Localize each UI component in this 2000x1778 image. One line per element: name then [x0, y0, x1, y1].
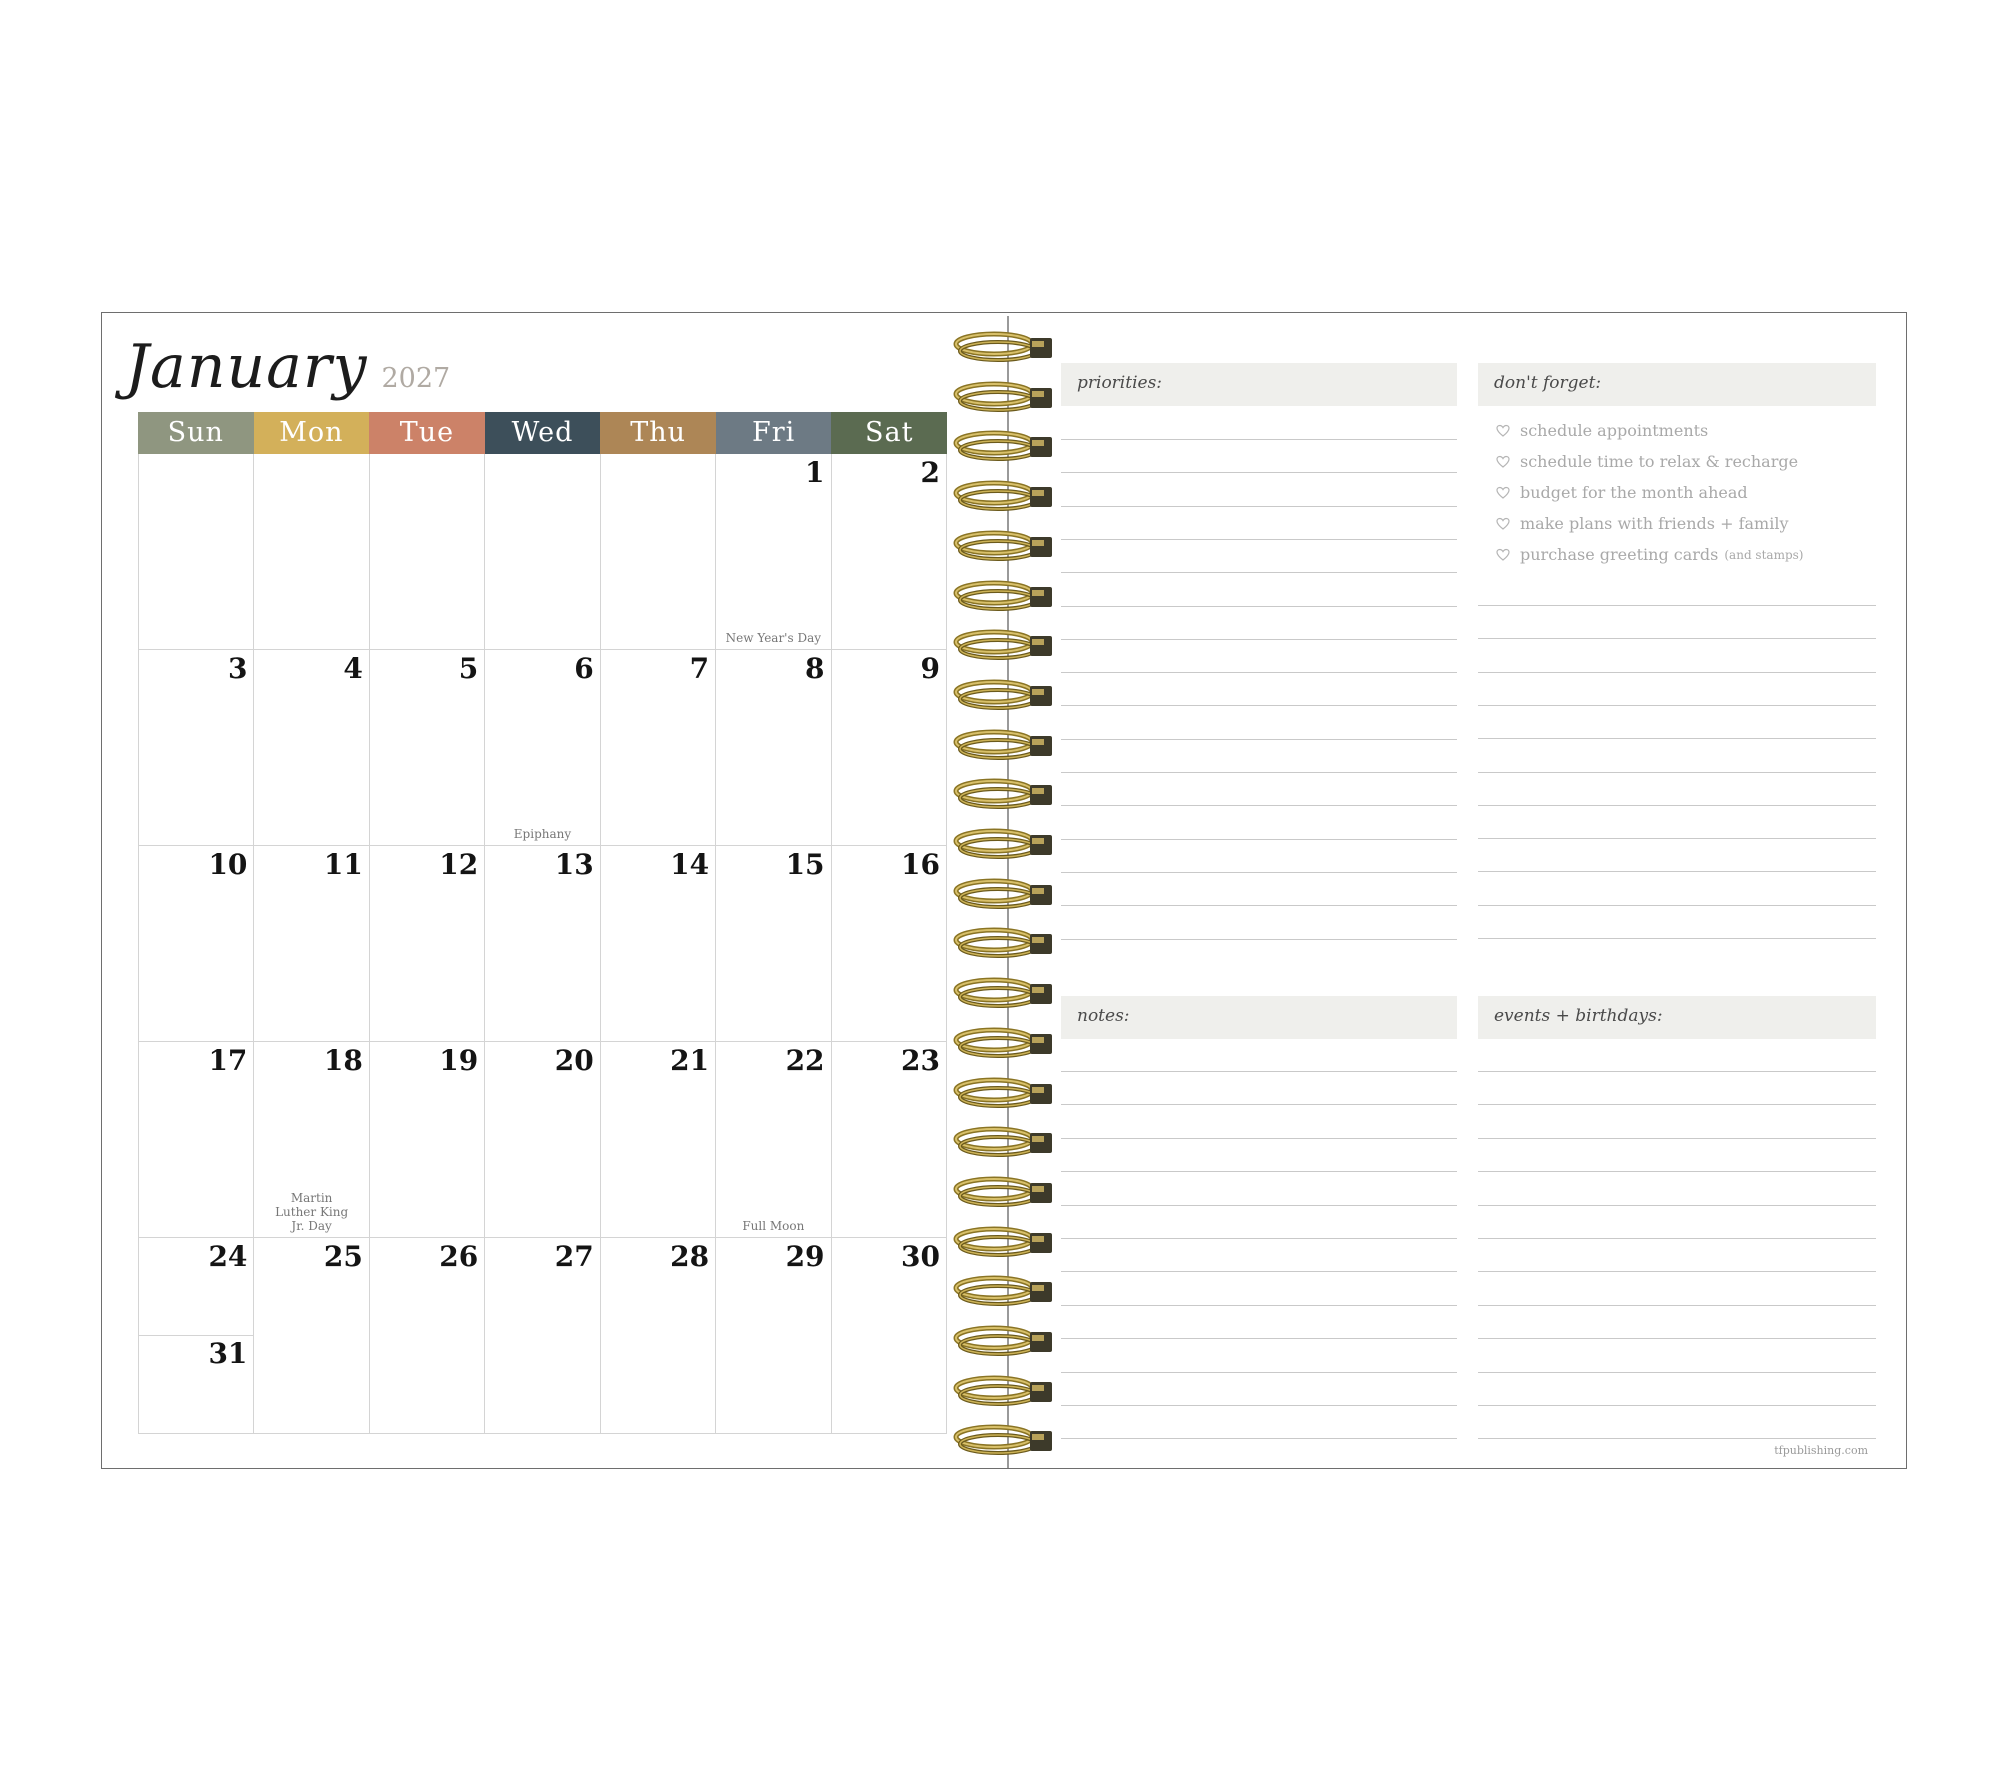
day-cell[interactable] — [139, 454, 254, 650]
ruled-line — [1478, 705, 1876, 706]
checklist-text: schedule time to relax & recharge — [1520, 452, 1799, 471]
day-cell[interactable] — [370, 1042, 485, 1238]
year-label: 2027 — [381, 363, 451, 394]
day-cell[interactable] — [485, 650, 600, 846]
calendar-week — [139, 1042, 947, 1238]
dont-forget-label: don't forget: — [1494, 373, 1602, 393]
ruled-line — [1061, 672, 1457, 673]
day-number: 31 — [208, 1337, 248, 1370]
day-number: 4 — [343, 652, 363, 685]
weekday-wed: Wed — [485, 412, 601, 454]
day-cell[interactable] — [832, 1238, 947, 1434]
day-cell[interactable] — [716, 650, 831, 846]
day-number: 5 — [458, 652, 479, 685]
ruled-line — [1061, 572, 1457, 573]
day-cell[interactable] — [254, 1042, 369, 1238]
spiral-ring — [952, 1026, 1054, 1060]
day-number: 27 — [554, 1240, 594, 1273]
day-number: 14 — [670, 848, 710, 881]
ruled-line — [1061, 905, 1457, 906]
day-number: 8 — [805, 652, 825, 685]
ruled-line — [1478, 805, 1876, 806]
ruled-line — [1061, 1405, 1457, 1406]
spiral-ring — [952, 976, 1054, 1010]
day-cell-bottom[interactable] — [139, 1335, 253, 1433]
priorities-label: priorities: — [1077, 373, 1163, 393]
ruled-line — [1478, 1438, 1876, 1439]
ruled-line — [1061, 1205, 1457, 1206]
weekday-thu: Thu — [600, 412, 716, 454]
day-cell[interactable] — [601, 1238, 716, 1434]
ruled-line — [1478, 772, 1876, 773]
checklist-note: (and stamps) — [1724, 547, 1804, 562]
day-number: 1 — [805, 456, 825, 489]
ruled-line — [1478, 738, 1876, 739]
month-name: January — [125, 332, 368, 402]
spiral-ring — [952, 678, 1054, 712]
day-cell[interactable] — [601, 1042, 716, 1238]
day-number: 10 — [208, 848, 248, 881]
spiral-ring — [952, 827, 1054, 861]
ruled-line — [1478, 638, 1876, 639]
day-number: 12 — [439, 848, 479, 881]
spiral-ring — [952, 330, 1054, 364]
dont-forget-lines[interactable] — [1478, 406, 1876, 946]
day-number: 21 — [670, 1044, 710, 1077]
day-cell[interactable] — [139, 1042, 254, 1238]
ruled-line — [1478, 1205, 1876, 1206]
spiral-ring — [952, 429, 1054, 463]
day-number: 18 — [323, 1044, 363, 1077]
day-cell[interactable] — [254, 1238, 369, 1434]
ruled-line — [1478, 905, 1876, 906]
ruled-line — [1478, 838, 1876, 839]
weekday-sun: Sun — [138, 412, 254, 454]
day-number: 29 — [785, 1240, 825, 1273]
ruled-line — [1061, 1305, 1457, 1306]
calendar-week — [139, 1238, 947, 1434]
ruled-line — [1061, 1238, 1457, 1239]
day-number: 7 — [689, 652, 710, 685]
spiral-ring — [952, 1374, 1054, 1408]
spiral-ring — [952, 777, 1054, 811]
checklist-text: budget for the month ahead — [1520, 483, 1748, 502]
spiral-ring — [952, 1324, 1054, 1358]
spiral-ring — [952, 479, 1054, 513]
day-number: 24 — [208, 1240, 248, 1273]
weekday-sat: Sat — [831, 412, 947, 454]
spiral-ring — [952, 1076, 1054, 1110]
priorities-header — [1061, 363, 1457, 406]
day-cell[interactable] — [601, 454, 716, 650]
day-number: 22 — [785, 1044, 825, 1077]
spiral-ring — [952, 1175, 1054, 1209]
calendar-week — [139, 846, 947, 1042]
ruled-line — [1061, 839, 1457, 840]
day-number: 26 — [439, 1240, 479, 1273]
day-cell[interactable] — [485, 1042, 600, 1238]
ruled-line — [1061, 539, 1457, 540]
ruled-line — [1061, 1104, 1457, 1105]
ruled-line — [1061, 639, 1457, 640]
day-cell[interactable] — [139, 1238, 254, 1434]
ruled-line — [1061, 1372, 1457, 1373]
holiday-label: Martin Luther King Jr. Day — [275, 1191, 349, 1233]
day-cell[interactable] — [139, 650, 254, 846]
priorities-lines[interactable] — [1061, 406, 1457, 946]
day-cell-top[interactable] — [139, 1238, 253, 1336]
day-cell[interactable] — [716, 454, 831, 650]
holiday-label: Full Moon — [742, 1219, 805, 1233]
day-number: 9 — [920, 652, 940, 685]
spiral-ring — [952, 380, 1054, 414]
spiral-ring — [952, 1125, 1054, 1159]
calendar-grid — [138, 454, 947, 1434]
day-number: 17 — [208, 1044, 248, 1077]
holiday-label: New Year's Day — [725, 631, 822, 645]
ruled-line — [1478, 938, 1876, 939]
spiral-ring — [952, 728, 1054, 762]
day-cell[interactable] — [832, 454, 947, 650]
publisher-footer: tfpublishing.com — [1774, 1444, 1868, 1457]
day-number: 13 — [554, 848, 594, 881]
day-cell[interactable] — [832, 846, 947, 1042]
dont-forget-header — [1478, 363, 1876, 406]
day-number: 11 — [323, 848, 363, 881]
ruled-line — [1061, 1438, 1457, 1439]
day-cell[interactable] — [485, 846, 600, 1042]
day-number: 19 — [439, 1044, 479, 1077]
ruled-line — [1061, 805, 1457, 806]
day-cell[interactable] — [139, 846, 254, 1042]
events-lines[interactable] — [1478, 1039, 1876, 1449]
holiday-label: Epiphany — [513, 827, 572, 841]
ruled-line — [1061, 739, 1457, 740]
ruled-line — [1478, 672, 1876, 673]
day-cell[interactable] — [716, 1042, 831, 1238]
checklist-text: purchase greeting cards — [1520, 545, 1719, 564]
spiral-ring — [952, 579, 1054, 613]
day-number: 25 — [323, 1240, 363, 1273]
day-cell[interactable] — [254, 650, 369, 846]
ruled-line — [1478, 1338, 1876, 1339]
ruled-line — [1478, 1138, 1876, 1139]
day-cell[interactable] — [370, 1238, 485, 1434]
day-cell[interactable] — [485, 1238, 600, 1434]
ruled-line — [1478, 1171, 1876, 1172]
ruled-line — [1478, 1238, 1876, 1239]
day-cell[interactable] — [601, 846, 716, 1042]
notes-label: notes: — [1077, 1006, 1130, 1026]
month-title — [125, 332, 450, 402]
month-calendar — [138, 412, 947, 1434]
day-cell[interactable] — [254, 454, 369, 650]
ruled-line — [1061, 606, 1457, 607]
day-number: 2 — [920, 456, 940, 489]
day-cell[interactable] — [716, 1238, 831, 1434]
ruled-line — [1061, 1171, 1457, 1172]
ruled-line — [1478, 1104, 1876, 1105]
day-cell[interactable] — [254, 846, 369, 1042]
ruled-line — [1478, 1071, 1876, 1072]
spiral-ring — [952, 926, 1054, 960]
day-cell[interactable] — [485, 454, 600, 650]
day-cell[interactable] — [601, 650, 716, 846]
ruled-line — [1478, 1305, 1876, 1306]
ruled-line — [1061, 1338, 1457, 1339]
ruled-line — [1061, 1138, 1457, 1139]
day-number: 23 — [900, 1044, 940, 1077]
day-cell[interactable] — [716, 846, 831, 1042]
day-cell[interactable] — [370, 454, 485, 650]
spiral-ring — [952, 1274, 1054, 1308]
spiral-ring — [952, 877, 1054, 911]
ruled-line — [1478, 871, 1876, 872]
spiral-ring — [952, 529, 1054, 563]
notes-header — [1061, 996, 1457, 1039]
checklist-text: schedule appointments — [1520, 421, 1709, 440]
ruled-line — [1061, 705, 1457, 706]
day-number: 15 — [785, 848, 825, 881]
day-cell[interactable] — [832, 1042, 947, 1238]
ruled-line — [1478, 1405, 1876, 1406]
ruled-line — [1478, 1372, 1876, 1373]
spiral-ring — [952, 1225, 1054, 1259]
ruled-line — [1061, 1271, 1457, 1272]
ruled-line — [1061, 939, 1457, 940]
ruled-line — [1061, 772, 1457, 773]
ruled-line — [1061, 472, 1457, 473]
ruled-line — [1478, 605, 1876, 606]
day-number: 30 — [900, 1240, 940, 1273]
notes-lines[interactable] — [1061, 1039, 1457, 1449]
day-number: 20 — [554, 1044, 594, 1077]
weekday-header — [138, 412, 947, 454]
day-cell[interactable] — [370, 650, 485, 846]
day-number: 28 — [670, 1240, 710, 1273]
day-number: 3 — [227, 652, 248, 685]
spiral-ring — [952, 628, 1054, 662]
calendar-week — [139, 650, 947, 846]
day-number: 6 — [574, 652, 594, 685]
day-cell[interactable] — [370, 846, 485, 1042]
weekday-tue: Tue — [369, 412, 485, 454]
calendar-week — [139, 454, 947, 650]
events-header — [1478, 996, 1876, 1039]
events-label: events + birthdays: — [1494, 1006, 1663, 1026]
ruled-line — [1061, 1071, 1457, 1072]
ruled-line — [1061, 872, 1457, 873]
ruled-line — [1061, 506, 1457, 507]
ruled-line — [1478, 1271, 1876, 1272]
weekday-mon: Mon — [254, 412, 370, 454]
ruled-line — [1061, 439, 1457, 440]
checklist-text: make plans with friends + family — [1520, 514, 1789, 533]
day-cell[interactable] — [832, 650, 947, 846]
weekday-fri: Fri — [716, 412, 832, 454]
day-number: 16 — [900, 848, 940, 881]
spiral-ring — [952, 1423, 1054, 1457]
